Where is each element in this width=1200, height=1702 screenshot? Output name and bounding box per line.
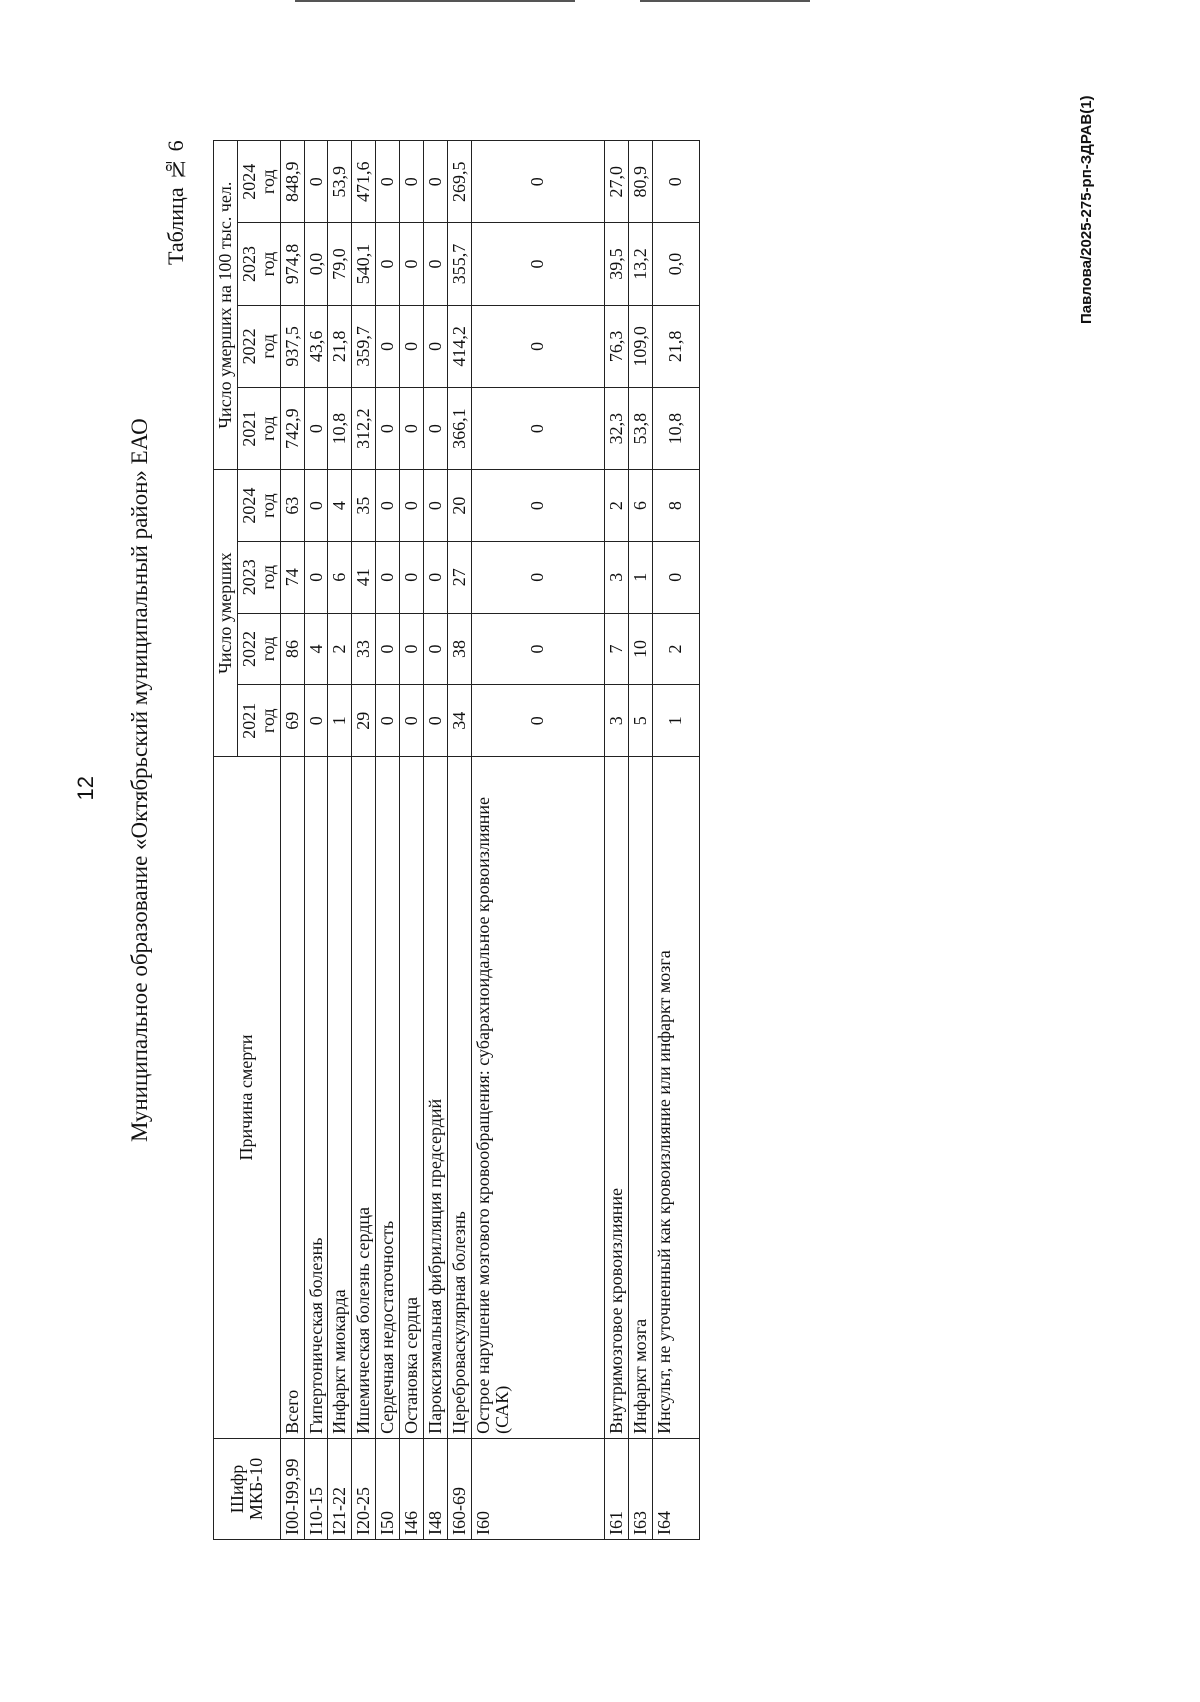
scan-artifact-line	[640, 0, 810, 2]
header-year-deaths-2024	[237, 470, 280, 542]
row-deaths-2021: 3	[604, 685, 628, 757]
row-rate-2021: 0	[304, 387, 328, 469]
row-rate-2023: 540,1	[352, 223, 376, 305]
header-year-value: 2024	[238, 163, 259, 200]
row-deaths-2022: 86	[280, 613, 304, 685]
row-rate-2022: 21,8	[652, 305, 699, 387]
row-deaths-2023: 0	[424, 541, 448, 613]
row-rate-2021: 312,2	[352, 387, 376, 469]
row-deaths-2021: 29	[352, 685, 376, 757]
row-cause: Острое нарушение мозгового кровообращения: субарахноидальное кровоизлияние (САК)	[471, 757, 604, 1439]
row-deaths-2022: 0	[376, 613, 400, 685]
row-cause: Инфаркт миокарда	[328, 757, 352, 1439]
row-rate-2024: 0	[376, 141, 400, 223]
row-code: I20-25	[352, 1438, 376, 1539]
header-year-suffix: год	[257, 565, 278, 590]
row-rate-2021: 366,1	[447, 387, 471, 469]
row-deaths-2021: 1	[652, 685, 699, 757]
row-rate-2024: 269,5	[447, 141, 471, 223]
row-rate-2023: 974,8	[280, 223, 304, 305]
row-deaths-2024: 63	[280, 470, 304, 542]
row-code: I48	[424, 1438, 448, 1539]
row-deaths-2022: 33	[352, 613, 376, 685]
header-year-value: 2023	[238, 559, 259, 596]
row-rate-2023: 0	[376, 223, 400, 305]
header-rate-group: Число умерших на 100 тыс. чел.	[214, 141, 238, 470]
page-title: Муниципальное образование «Октябрьский муниципальный район» ЕАО	[127, 418, 152, 1142]
row-cause: Остановка сердца	[400, 757, 424, 1439]
header-year-value: 2024	[238, 487, 259, 524]
row-deaths-2023: 0	[376, 541, 400, 613]
table-row	[304, 141, 328, 1540]
row-deaths-2024: 2	[604, 470, 628, 542]
row-deaths-2022: 0	[424, 613, 448, 685]
header-year-value: 2021	[238, 410, 259, 447]
table-row	[652, 141, 699, 1540]
table-row	[424, 141, 448, 1540]
row-cause: Пароксизмальная фибрилляция предсердий	[424, 757, 448, 1439]
table-row	[604, 141, 628, 1540]
table-row	[471, 141, 604, 1540]
row-deaths-2024: 0	[304, 470, 328, 542]
row-code: I64	[652, 1438, 699, 1539]
header-year-value: 2022	[238, 631, 259, 667]
row-rate-2023: 0,0	[304, 223, 328, 305]
row-deaths-2021: 69	[280, 685, 304, 757]
row-deaths-2023: 0	[652, 541, 699, 613]
header-year-deaths-2023	[237, 541, 280, 613]
header-cause: Причина смерти	[214, 757, 281, 1439]
row-code: I50	[376, 1438, 400, 1539]
row-deaths-2023: 27	[447, 541, 471, 613]
header-year-value: 2023	[238, 246, 259, 283]
row-deaths-2024: 0	[424, 470, 448, 542]
row-cause: Инсульт, не уточненный как кровоизлияние или инфаркт мозга	[652, 757, 699, 1439]
table-row	[628, 141, 652, 1540]
row-rate-2021: 0	[424, 387, 448, 469]
row-rate-2023: 355,7	[447, 223, 471, 305]
row-rate-2022: 359,7	[352, 305, 376, 387]
row-rate-2022: 43,6	[304, 305, 328, 387]
row-cause: Внутримозговое кровоизлияние	[604, 757, 628, 1439]
row-rate-2021: 10,8	[328, 387, 352, 469]
row-rate-2023: 79,0	[328, 223, 352, 305]
row-deaths-2023: 41	[352, 541, 376, 613]
row-cause: Сердечная недостаточность	[376, 757, 400, 1439]
row-rate-2023: 39,5	[604, 223, 628, 305]
row-rate-2024: 80,9	[628, 141, 652, 223]
row-code: I46	[400, 1438, 424, 1539]
row-rate-2021: 53,8	[628, 387, 652, 469]
row-rate-2021: 32,3	[604, 387, 628, 469]
row-code: I60-69	[447, 1438, 471, 1539]
row-rate-2021: 0	[376, 387, 400, 469]
row-deaths-2022: 10	[628, 613, 652, 685]
row-deaths-2023: 6	[328, 541, 352, 613]
table-row	[352, 141, 376, 1540]
row-deaths-2024: 0	[471, 470, 604, 542]
row-deaths-2022: 0	[471, 613, 604, 685]
table-row	[328, 141, 352, 1540]
row-deaths-2023: 3	[604, 541, 628, 613]
row-rate-2023: 0	[424, 223, 448, 305]
row-rate-2021: 10,8	[652, 387, 699, 469]
table-row	[376, 141, 400, 1540]
header-year-value: 2021	[238, 702, 259, 739]
row-deaths-2021: 5	[628, 685, 652, 757]
header-year-deaths-2021	[237, 685, 280, 757]
row-deaths-2022: 0	[400, 613, 424, 685]
row-deaths-2021: 0	[424, 685, 448, 757]
row-cause: Ишемическая болезнь сердца	[352, 757, 376, 1439]
row-code: I60	[471, 1438, 604, 1539]
row-rate-2023: 0	[471, 223, 604, 305]
row-deaths-2021: 0	[376, 685, 400, 757]
table-label: Таблица № 6	[163, 140, 188, 265]
document-reference: Павлова/2025-275-рп-ЗДРАВ(1)	[1078, 95, 1095, 325]
header-year-deaths-2022	[237, 613, 280, 685]
page-number: 12	[73, 776, 98, 801]
row-deaths-2022: 4	[304, 613, 328, 685]
row-rate-2023: 0,0	[652, 223, 699, 305]
row-deaths-2024: 8	[652, 470, 699, 542]
row-rate-2022: 0	[471, 305, 604, 387]
row-deaths-2024: 20	[447, 470, 471, 542]
row-deaths-2024: 35	[352, 470, 376, 542]
row-deaths-2023: 0	[304, 541, 328, 613]
row-rate-2024: 848,9	[280, 141, 304, 223]
row-deaths-2024: 0	[400, 470, 424, 542]
header-year-suffix: год	[257, 708, 278, 733]
row-deaths-2024: 4	[328, 470, 352, 542]
row-rate-2024: 27,0	[604, 141, 628, 223]
row-cause: Всего	[280, 757, 304, 1439]
row-deaths-2022: 2	[652, 613, 699, 685]
row-code: I63	[628, 1438, 652, 1539]
row-deaths-2023: 0	[400, 541, 424, 613]
header-year-rate-2021	[237, 387, 280, 469]
table-row	[447, 141, 471, 1540]
row-rate-2024: 0	[400, 141, 424, 223]
header-year-suffix: год	[257, 636, 278, 662]
row-rate-2022: 109,0	[628, 305, 652, 387]
table-row	[400, 141, 424, 1540]
row-deaths-2022: 2	[328, 613, 352, 685]
header-year-rate-2022	[237, 305, 280, 387]
row-rate-2022: 76,3	[604, 305, 628, 387]
row-deaths-2022: 7	[604, 613, 628, 685]
row-deaths-2021: 0	[304, 685, 328, 757]
mortality-table	[213, 140, 700, 1540]
row-rate-2024: 0	[424, 141, 448, 223]
row-deaths-2022: 38	[447, 613, 471, 685]
row-rate-2024: 471,6	[352, 141, 376, 223]
row-rate-2021: 0	[471, 387, 604, 469]
header-year-suffix: год	[257, 493, 278, 518]
row-cause: Инфаркт мозга	[628, 757, 652, 1439]
row-rate-2021: 0	[400, 387, 424, 469]
row-rate-2024: 0	[652, 141, 699, 223]
row-deaths-2024: 6	[628, 470, 652, 542]
row-deaths-2023: 0	[471, 541, 604, 613]
row-rate-2021: 742,9	[280, 387, 304, 469]
row-deaths-2024: 0	[376, 470, 400, 542]
header-year-value: 2022	[238, 328, 259, 365]
row-deaths-2021: 34	[447, 685, 471, 757]
row-deaths-2023: 74	[280, 541, 304, 613]
table-body	[280, 141, 699, 1540]
row-rate-2022: 414,2	[447, 305, 471, 387]
mortality-table-container	[213, 140, 765, 1540]
header-code: Шифр МКБ-10	[214, 1438, 281, 1539]
row-code: I00-I99,99	[280, 1438, 304, 1539]
row-deaths-2021: 0	[400, 685, 424, 757]
row-rate-2022: 0	[376, 305, 400, 387]
row-rate-2023: 13,2	[628, 223, 652, 305]
header-year-suffix: год	[257, 251, 278, 277]
row-rate-2024: 0	[304, 141, 328, 223]
row-cause: Цереброваскулярная болезнь	[447, 757, 471, 1439]
row-deaths-2023: 1	[628, 541, 652, 613]
row-code: I21-22	[328, 1438, 352, 1539]
header-deaths-group: Число умерших	[214, 470, 238, 757]
row-rate-2024: 53,9	[328, 141, 352, 223]
row-rate-2022: 0	[400, 305, 424, 387]
row-cause: Гипертоническая болезнь	[304, 757, 328, 1439]
row-rate-2023: 0	[400, 223, 424, 305]
row-rate-2024: 0	[471, 141, 604, 223]
header-year-suffix: год	[257, 169, 278, 194]
row-rate-2022: 21,8	[328, 305, 352, 387]
row-code: I10-15	[304, 1438, 328, 1539]
header-year-suffix: год	[257, 334, 278, 359]
row-deaths-2021: 0	[471, 685, 604, 757]
scan-artifact-line	[295, 0, 575, 2]
row-rate-2022: 937,5	[280, 305, 304, 387]
header-year-suffix: год	[257, 416, 278, 441]
row-deaths-2021: 1	[328, 685, 352, 757]
header-year-rate-2024	[237, 141, 280, 223]
header-year-rate-2023	[237, 223, 280, 305]
table-row	[280, 141, 304, 1540]
row-rate-2022: 0	[424, 305, 448, 387]
row-code: I61	[604, 1438, 628, 1539]
